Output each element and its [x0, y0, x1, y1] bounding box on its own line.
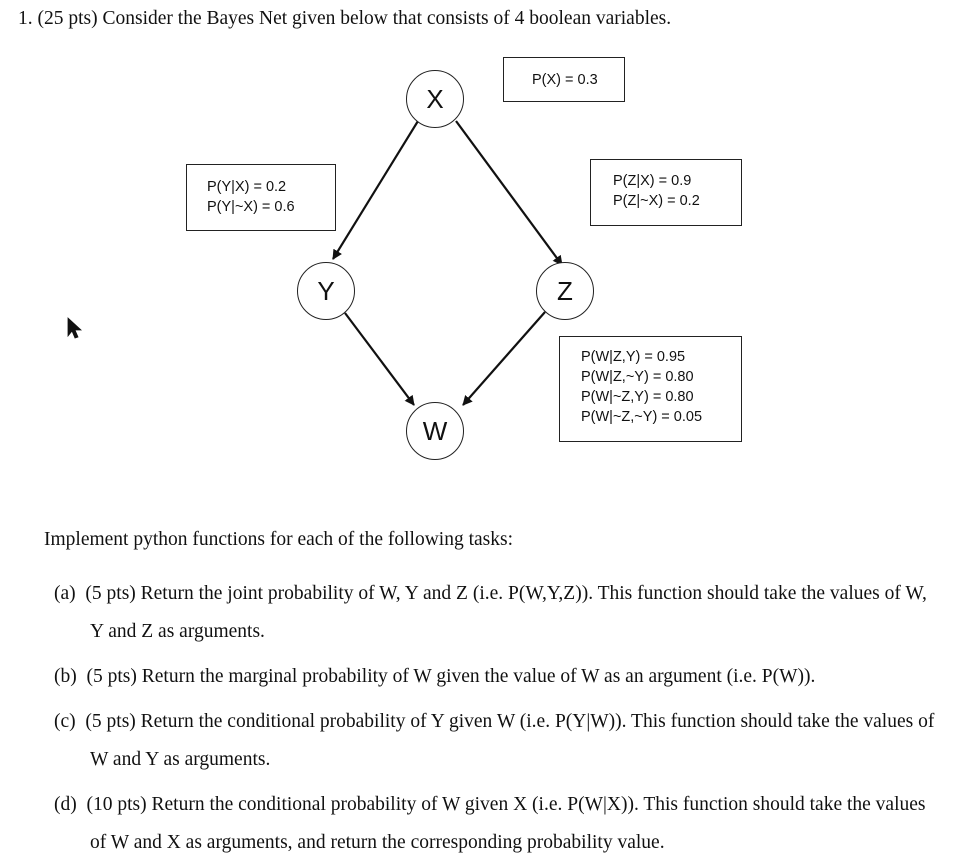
- task-label: (d): [54, 794, 77, 815]
- task-text: (10 pts) Return the conditional probability of W given X (i.e. P(W|X)). This function should take the values of W and X as arguments, and return the corresponding probability value.: [86, 794, 926, 853]
- cpt-z-line: P(Z|X) = 0.9: [613, 173, 692, 189]
- cpt-w-line: P(W|~Z,Y) = 0.80: [581, 389, 694, 405]
- node-x: X: [406, 70, 464, 128]
- task-text: (5 pts) Return the conditional probability of Y given W (i.e. P(Y|W)). This function should take the values of W and Y as arguments.: [85, 711, 935, 770]
- cpt-w-line: P(W|~Z,~Y) = 0.05: [581, 409, 703, 425]
- cpt-y-line: P(Y|X) = 0.2: [207, 179, 287, 195]
- cpt-z-box: [590, 159, 742, 226]
- task-label: (c): [54, 711, 76, 732]
- cpt-w-line: P(W|Z,~Y) = 0.80: [581, 369, 694, 385]
- task-label: (b): [54, 666, 77, 687]
- task-text: (5 pts) Return the joint probability of W, Y and Z (i.e. P(W,Y,Z)). This function should take the values of W, Y and Z as arguments.: [85, 583, 927, 642]
- task-label: (a): [54, 583, 76, 604]
- cpt-w-line: P(W|Z,Y) = 0.95: [581, 349, 686, 365]
- edge-x-to-y: [333, 121, 418, 259]
- mouse-cursor-icon: [68, 318, 81, 338]
- task-item: [54, 658, 944, 696]
- edge-y-to-w: [345, 313, 414, 405]
- cpt-w-box: [559, 336, 742, 442]
- node-w: W: [406, 402, 464, 460]
- cpt-x-line: P(X) = 0.3: [532, 72, 598, 88]
- node-z: Z: [536, 262, 594, 320]
- instructions: Implement python functions for each of the following tasks:: [44, 529, 513, 550]
- cpt-y-box: [186, 164, 336, 231]
- cpt-z-line: P(Z|~X) = 0.2: [613, 193, 700, 209]
- problem-header: 1. (25 pts) Consider the Bayes Net given below that consists of 4 boolean variables.: [18, 8, 672, 29]
- edge-x-to-z: [456, 121, 562, 265]
- cpt-x-box: [503, 57, 625, 102]
- task-item: [54, 703, 944, 779]
- task-text: (5 pts) Return the marginal probability of W given the value of W as an argument (i.e. P(W)).: [86, 666, 816, 687]
- node-y: Y: [297, 262, 355, 320]
- task-item: [54, 786, 944, 862]
- cpt-y-line: P(Y|~X) = 0.6: [207, 199, 295, 215]
- edge-z-to-w: [463, 312, 545, 405]
- task-item: [54, 575, 944, 651]
